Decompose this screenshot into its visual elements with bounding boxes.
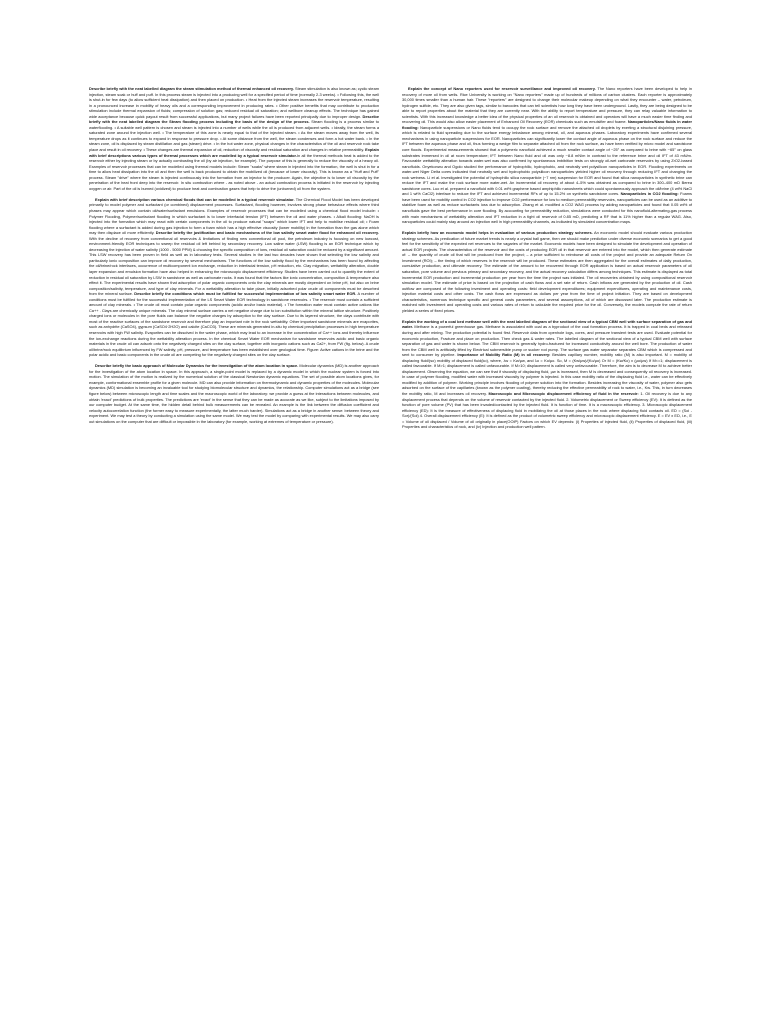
answer-text: Molecular dynamics (MD) is another approach for the investigation of the atom location in space. In this approach, a single-point model is replaced by a dynamic model in which the nuclear system is forced into motion. The simulation of the motion is realized by the numerical solution of the classical Newtonian dynamic equations. The set of possible atom locations gives, for example, conformational ensemble profile for a given molecule. MD can also provide information on thermodynamic and dynamic properties of the molecules. Molecular dynamics (MD) simulation is becoming an invaluable tool for studying biomolecular structure and dynamics, the relationship. Computer simulations act as a bridge (see figure below) between microscopic length and time scales and the macroscopic world of the laboratory: we provide a guess at the interactions between molecules, and obtain 'exact' predictions of bulk properties. The predictions are 'exact' in the sense that they can be made as accurate as we like, subject to the limitations imposed by our computer budget. At the same time, the hidden detail behind bulk measurements can be revealed. An example is the link between the diffusion coefficient and velocity autocorrelation function (the former easy to measure experimentally, the latter much harder). Simulations act as a bridge in another sense: between theory and experiment. We may test a theory by conducting a simulation using the same model. We may test the model by comparing with experimental results. We may also carry out simulations on the computer that are difficult or impossible in the laboratory (for example, working at extremes of temperature or pressure). — [89, 363, 379, 424]
question-heading: Macroscopic and Microscopic displacement efficiency of fluid in the reservoir: — [486, 390, 639, 396]
question-heading: Describe briefly the basic approach of Molecular Dynamics for the investigation of the atom location in space. — [95, 363, 299, 369]
question-heading: Explain the concept of Nano reporters used for reservoir surveillance and improved oil recovery. — [408, 86, 596, 91]
answer-text: An economic model should evaluate various production strategy schemes. As predication of future market trends is nearly a crystal ball game, then we should make prediction under diverse economic scenarios to get a good feel for the sensitivity of the expected net revenues to the vagaries of the market. Economic models have been designed to simulate the development and operation of actual EOR projects. The characteristics of the reservoir and the costs of producing EOR oil in that reservoir are entered into the model, which then generate estimate of: – the quantity of crude oil that will be produced from the project; – a price sufficient to reimburse all costs of the project and provide an adequate Return On Investment (ROI); – the timing of which reserves in the reservoir will be produced. These estimates are then aggregated for the overall estimates of daily production, cumulative production, and ultimate recovery. The estimate of the amount to be recovered through EOR application is based on actual reservoir parameters of oil saturation, pore volume and previous primary and secondary recovery, and the actual recovery calculation differs among techniques. This estimate is displayed as total incremental EOR production and incremental production per year from the time the project was initiated. The oil recoveries obtained by using compositional reservoir simulation model. The estimate of price is based on the projection of cash flows and a set rate of return. Cash inflows are generated by the production of oil. Cash outflow are composed of the following investment and operating costs: field development expenditures; equipment expenditures, operating and maintenance costs, injection material costs and other costs. The cash flows are expressed as dollars per year from the time of project initiation. They are based on development characteristics, numerous technique specific and general costs parameters, and several assumptions, all of which are discussed later. The production estimate is matched with investment and operating costs and various rates of return to calculate the required price for the oil. Conversely, the models compute the rate of return yielded a series of fixed prices. — [402, 230, 692, 313]
right-column — [402, 86, 692, 1006]
answer-text: Besides capillary number, mobility ratio (M) is also important. M = mobility of displacing fluid/(so) mobility of displaced fluid(ko), where, λw = Kw/μw, and λo = Ko/μo. So, M = (Kw/μw)/(Ko/μo) Or M = (Kw/Ko) x (μo/μw) If M<=1; displacement is called favourable. If M>1; displacement is called unfavourable. If M>10; displacement is called very unfavourable. Therefore, the aim is to decrease M to achieve better displacement. Observing the equation, we can see that if viscosity of displacing fluid, μw is increased, then M is decreased and consequently oil recovery is increased. In case of polymer flooding, modified water with increased viscosity by polymer is injected. In this case mobility ratio of the displacing fluid i.e., water can be effectively modified by addition of polymer. Working principle involves flooding of polymer solution into the formation. Besides increasing the viscosity of water, polymer also gets adsorbed on the surface of the capillaries (known as the polymer coating), thereby reducing the effective permeability of rock to water, i.e., Kw. This, in turn decreases the mobility ratio, M and increases oil recovery. — [402, 352, 692, 396]
question-heading: Nanoparticles in CO2 flooding: — [619, 191, 679, 197]
answer-text: A number of conditions must be fulfilled for the successful implementation of the LS Smart Water EOR technology in sandstone reservoirs. • The reservoir must contain a sufficient amount of clay minerals. • The crude oil must contain polar organic components (acidic and/or basic material). • The formation water must contain active cations like Ca++ . Clays are chemically unique minerals. The clay mineral surface carries a net negative charge due to ion substitution within the mineral lattice structure. Positively charged ions or molecules in the pore fluids can balance the negative charges by adsorption to the clay surface. Due to its layered structure, the clays contribute with most of the reactive surfaces of the sandstone reservoir and therefore play an important role in the rock wettability. Other important sandstone minerals are evaporites, such as anhydrite (CaSO4), gypsum (CaSO4·2H2O) and calcite (CaCO3). These are minerals generated in-situ by chemical precipitation processes in high temperature reservoirs with high FW salinity. Evaporites can be dissolved in the water phase, which may lead to an increase in the concentration of Ca++ ions and thereby influence the ion-exchange reactions during the wettability alteration process. In the chemical Smart Water EOR mechanism for sandstone reservoirs acidic and basic organic materials in the crude oil can adsorb onto the negatively charged sites on the clay surface, together with inorganic cations such as Ca2+, from FW (fig. below). A crude oil/brine/rock equilibrium influenced by FW salinity, pH, pressure, and temperature has been established over geological time. Figure: Active cations in the brine and the polar acidic and basic components in the crude oil are competing for the negatively charged sites on the clay surface. — [89, 291, 379, 358]
paragraph-economic-model — [402, 230, 692, 313]
answer-text: In all the thermal methods heat is added to the reservoir either by injecting steam or by actually combusting the oil (by air injection, for example). The purpose of this is generally to reduce the viscosity of a heavy oil. Examples of reservoir processes that can be modelled using thermal models include: Steam "soaks" where steam in injected into the formation, the well is shut in for a time to allow heat dissipation into the oil and then the well is back produced to obtain the mobilized oil (because of lower viscosity). This is known as a "Huff and Puff" process. Steam "drive" where the steam is injected continuously into the formation from an injector to the producer. Again, the objective is to lower oil viscosity by the penetration of the heat front deep into the reservoir. In situ combustion where - as noted above - an actual combustion process is initiated in the reservoir by injecting oxygen or air. Part of the oil is burned (oxidized) to produce heat and combustion gases that help to drive the (unburned) oil from the system. — [89, 152, 379, 191]
question-heading: Importance of Mobility Ratio (M) in oil recovery: — [455, 352, 551, 358]
answer-text: The Nano reporters have been developed to help in recovery of more oil from wells. Rice University is working on "Nano reporters" made up of hundreds of millions of carbon clusters. Each reporter is approximately 30,000 times smaller than a human hair. These "reporters" are designed to change their molecular makeup depending on what they encounter – water, petroleum, hydrogen sulfide, etc. They are also given tags, similar to barcodes that can tell scientists how long they have been underground. Lastly, they are being designed to be able to report properties about the material that they are currently near. With the ability to report temperature and pressure, they can relay valuable information to scientists. With this increased knowledge a better idea of the physical properties of an oil reservoir is obtained and operators will have a much easier time finding and recovering oil. This would also allow easier placement of Enhanced Oil Recovery (EOR) chemicals such as emulsifier and foame. — [402, 86, 692, 125]
answer-text: 1. Oil recovery is due to any displacement process that depends on the volume of reservoir contacted by the injected fluid. 2. Volumetric displacement or Sweep efficiency (EV): It is defined as the function of pore volume (PV) that has been invaded/contacted by the injected fluid. It is function of time. It is a macroscopic efficiency. 3. Microscopic displacement efficiency (ED): It is the measure of effectiveness of displacing fluid in mobilizing the oil at those places in the rock where displacing fluid contacts oil. ED = (Soi - Sor)/(Soi) 4. Overall displacement efficiency (E): It is defined as the product of volumetric sweep efficiency and microscopic displacement efficiency. E = EV x ED, i.e., E = Volume of oil displaced / Volume of oil originally in place(OOIP) Factors on which EV depends: (i) Properties of injected fluid, (ii) Properties of displaced fluid, (iii) Properties and characteristics of rock, and (iv) Injection and production well pattern. — [402, 390, 692, 430]
question-heading: Describe briefly the conditions which must be fulfilled for successful implementation of low salinity smart water EOR. — [132, 291, 357, 297]
answer-text: Foams have been used for mobility control in CO2 injection to improve CO2 performance for low to medium permeability reservoirs, nanoparticles can be used as an additive to stabilize foam as well as reduce surfactants loss due to adsorption. Zhang et al. modified a CO2 WAG process by adding nanoparticles and found that 0.05 wt% of nanofluids gave the best performance in core flooding. By accounting for permeability reduction, simulations were conducted for this nanofluid-alternating-gas process with main mechanisms of wettability alteration and IFT reduction in a tight oil reservoir of 0.85 mD, predicting a RF that is 11% higher than a regular WAG. Also, nanoparticles could mainly stay around an injection well in high permeability channels, as indicated by simulated concentration maps. — [402, 191, 692, 225]
paragraph-chemical-floods — [89, 197, 379, 358]
paragraph-steam-stimulation — [89, 86, 379, 191]
answer-text: Nanoparticle suspensions or Nano fluids tend to occupy the rock surface and remove the attached oil droplets by exerting a structural disjoining pressure, which is related to fluid spreading due to the surface energy imbalance among mineral, oil, and aqueous phases. Laboratory experiments have confirmed several mechanisms in using nanoparticle suspensions for EOR. Nanoparticles can significantly lower the contact angle of aqueous phase on the rock surface and reduce the IFT between the aqueous phase and oil, thus forming a wedge film to separate attached oil from the rock surface, as have been verified by micro model and sandstone core floods. Experimental measurements showed that a polymeric nanofluid achieved a much smaller contact angle of ~25° as compared to brine with ~65° on glass substrates immersed in oil at room temperature; IFT between Nano fluid and oil was only ~8.8 mN/m in contrast to the reference brine and oil IFT of 43 mN/m. Favourable wettability alteration towards water-wet was also confirmed by spontaneous imbibition tests on strongly oil-wet carbonate reservoirs by using ZrO2-based nanofluids. Onyekonwu and Ogolo studied the performance of hydrophilic, hydrophobic, and neutrally wet polysilicon nanoparticles in EOR. Flooding experiments on water-wet Niger Delta cores indicated that neutrally wet and hydrophobic polysilicon nanoparticles yielded higher oil recovery through reducing IFT and changing the rock wetness. Li et al. investigated the potential of hydrophilic silica nanoparticle (~7 nm) suspension for EOR and found that silica nanoparticles in synthetic brine can reduce the IFT and make the rock surface more water-wet. An incremental oil recovery of about 4–5% was obtained as compared to brine in 300–400 mD Berea sandstone cores. Luo et al. prepared a nanofluid with 0.01 wt% graphene based amphiphilic nanosheets which could spontaneously approach the oil/brine (4 wt% NaCl and 1 wt% CaCl2) interface to reduce the IFT and achieved incremental RFs of up to 15.2% on synthetic sandstone cores. — [402, 124, 692, 197]
answer-text: With the decline of recovery from conventional oil reservoirs & limitations of finding new conventional oil pool, the petroleum industry is focusing on new lowcost, environment-friendly EOR techniques to sweep the residual oil left behind by secondary recovery. Low saline water (LSW) flooding is an EOR technique which by decreasing the injection of water salinity (1000 - 5000 PPM) & choosing the specific composition of ions, residual oil saturation could be reduced by a significant amount. This LSW recovery has been proven in field as well as in laboratory tests. Several studies in the last two decades have shown that selecting the low salinity and particularly ionic composition can improve oil recovery by several mechanisms. The functions of the low salinity flood by the mechanisms has been found by affecting the oil/brine/rock interfaces, occurrence of multicomponent ion exchange, reduction in interfacial tension, pH reduction, etc. Clay migration, wettability alteration, double layer expansion and emulsion formation have also helped in enhancing the microscopic displacement efficiency. Studies have been carried out to quantify the extent of reduction in residual oil saturation by LSW in sandstone as well as carbonate rocks. It was found that the factors like ionic concentration, composition & temperature also effect it. The experimental results have shown that adsorption of polar organic components onto the clay minerals are mostly dependent on brine pH, but also on brine composition/salinity, temperature, and type of clay minerals. For a wettability alteration to take place, initially adsorbed polar crude oil components must be desorbed from the mineral surface. — [89, 235, 379, 297]
question-heading: Describe briefly with the neat labelled diagram the steam stimulation method of thermal enhanced oil recovery. — [89, 86, 294, 91]
question-heading: Explain briefly how an economic model helps in evaluation of various production strategy schemes. — [402, 230, 593, 236]
question-heading: Explain with brief descriptions various types of thermal processes which are modelled by a typical reservoir simulator. — [89, 147, 379, 158]
answer-text: The Chemical Flood Model has been developed primarily to model polymer and surfactant (or combined) displacement processes. Surfactant, flooding however, involves strong phase behaviour effects where third phases may appear which contain oil/water/surfactant emulsions. Examples of reservoir processes that can be modelled using a chemical flood model include: • Polymer Flooding, Polymer/surfactant flooding in which surfactant is to lower interfacial tension (IFT) between the oil and water phases. • Alkali flooding: NaOH is injected into the formation which may react with certain components in the oil to produce natural "soaps" which lower IFT and help to mobilise residual oil; • Foam flooding where a surfactant is added during gas injection to form a foam which has a high effective viscosity (lower mobility) in the formation than the gas alone which may then displace oil more efficiently. — [89, 196, 379, 236]
answer-text: Steam stimulation is also known as; cyclic steam injection, steam soak or huff and puff. In this process steam is injected into a producing well for a specified period of time (normally 2-3 weeks). • Following this, the well is shut-in for few days (to allow sufficient heat dissipation) and then placed on production. • Heat from the injected steam increases the reservoir temperature, resulting in a pronounced increase in mobility of heavy oils and a corresponding improvement in producing rates. • Other positive benefits that may contribute to production stimulation include thermal expansion of fluids; compression of solution gas; reduced residual oil saturation; and wellbore cleanup effects. The technique has gained wide acceptance because quick payout result from successful applications, but many project failures have been reported principally due to improper design. — [89, 86, 379, 119]
question-heading: Describe briefly with the neat labelled diagram the Steam flooding process including the basis of the design of the process. — [89, 113, 379, 125]
question-heading: Explain with brief description various chemical floods that can be modelled in a typical reservoir simulator. — [95, 196, 295, 202]
paragraph-nano-reporters — [402, 86, 692, 225]
paragraph-molecular-dynamics — [89, 363, 379, 424]
answer-text: Steam flooding is a process similar to waterflooding. • A suitable well pattern is chosen and steam is injected into a number of wells while the oil is produced from adjacent wells. • Ideally, the steam forms a saturated zone around the injection well. • The temperature of this zone is nearly equal to that of the injected steam. • As the steam moves away from the well, its temperature drops as it continues to expand in response to pressure drop. • At some distance from the well, the steam condenses and form a hot water bank. • In the steam zone, oil is displaced by steam distillation and gas (steam) drive. • In the hot water zone, physical changes in the characteristics of the oil and reservoir rock take place and result in oil recovery. • These changes are thermal expansion of oil, reduction of viscosity and residual saturation and changes in relative permeability. — [89, 119, 379, 153]
left-column — [89, 86, 379, 1006]
paragraph-coal-bed-methane — [402, 319, 692, 430]
question-heading: Nanoparticles/Nano fluids in water flooding: — [402, 119, 692, 130]
answer-text: Methane is a powerful greenhouse gas. Methane is associated with coal as a byproduct of the coal formation process. It is trapped in coal beds and released during and after mining. The production potential is found first. Reservoir data from openhole logs, cores, and pressure transient tests are used. Evaluate potential for economic production, Fracture and place on production. Then check gas & water rates. The labelled diagram of the sectional view of a typical CBM well with surface separation of gas and water is shown below. The CBM reservoir is generally hydro-fractured for increased conductivity around the well bore. The production of water from the CBM well is artificially lifted by Electrical submersible pump or sucker rod pump. The surface gas water separator separates CBM which is compressed and sent to consumer by pipeline. — [402, 324, 692, 358]
question-heading: Explain the working of a coal bed methane well with the neat labelled diagram of the sectional view of a typical CBM well with surface separation of gas and water. — [402, 318, 692, 330]
question-heading: Describe briefly the justification and basic mechanisms of the low salinity smart water flood for enhanced oil recovery. — [154, 230, 379, 236]
